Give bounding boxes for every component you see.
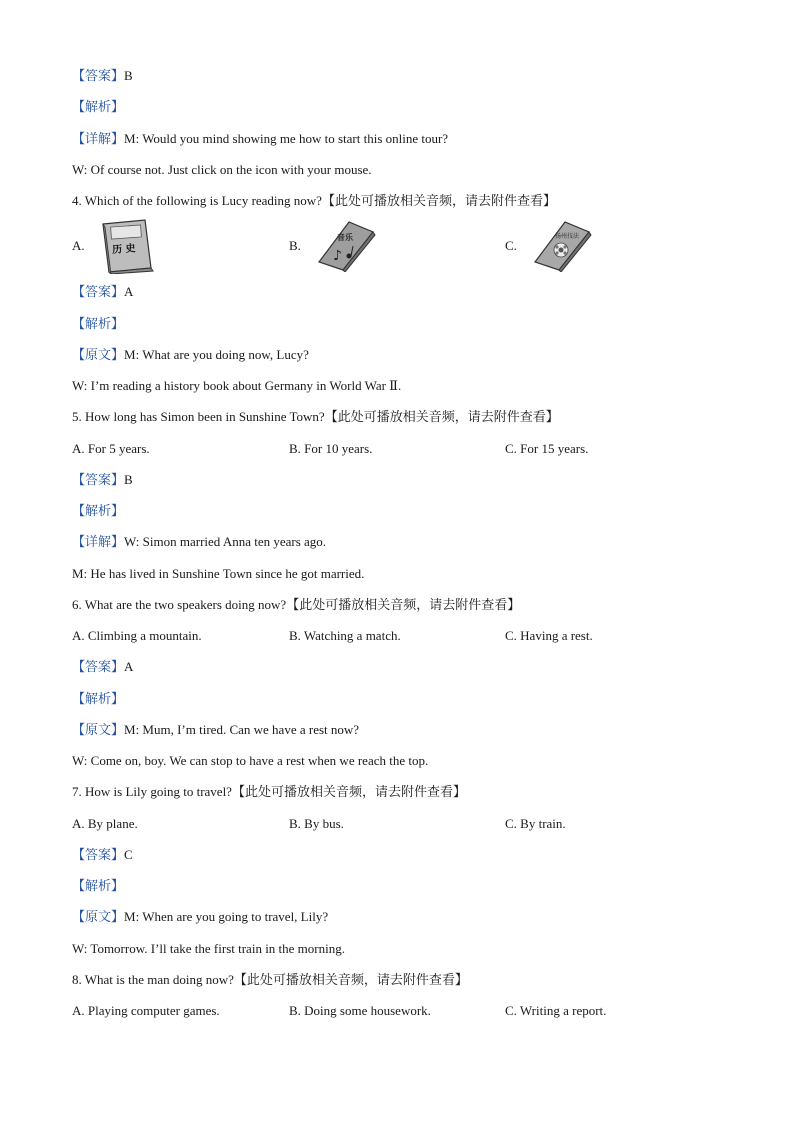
book-label: 音乐 bbox=[336, 233, 353, 243]
options-row bbox=[72, 808, 722, 839]
analysis-heading: 【解析】 bbox=[72, 504, 125, 519]
question-8: 8. What is the man doing now?【此处可播放相关音频，请去附件查看】 bbox=[72, 971, 468, 988]
option-a[interactable]: A. Playing computer games. bbox=[72, 1003, 220, 1018]
answer-line: 【答案】C bbox=[72, 846, 133, 863]
audio-note[interactable]: 【此处可播放相关音频，请去附件查看】 bbox=[324, 410, 559, 426]
option-c[interactable]: C. For 15 years. bbox=[505, 440, 589, 456]
answer-value: B bbox=[124, 471, 133, 487]
transcript-line: 【详解】M: Would you mind showing me how to start this online tour? bbox=[72, 130, 449, 147]
option-b[interactable]: B. Doing some housework. bbox=[289, 1003, 431, 1018]
question-7: 7. How is Lily going to travel?【此处可播放相关音频，请去附件查看】 bbox=[72, 784, 466, 801]
transcript-line: W: Come on, boy. We can stop to have a rest when we reach the top. bbox=[72, 753, 429, 768]
audio-note[interactable]: 【此处可播放相关音频，请去附件查看】 bbox=[233, 972, 468, 988]
transcript-line: 【详解】W: Simon married Anna ten years ago. bbox=[72, 534, 327, 551]
options-row bbox=[72, 620, 722, 651]
audio-note[interactable]: 【此处可播放相关音频，请去附件查看】 bbox=[231, 785, 466, 801]
option-c[interactable]: C. By train. bbox=[505, 815, 566, 831]
question-6: 6. What are the two speakers doing now?【此处可播放相关音频，请去附件查看】 bbox=[72, 596, 521, 613]
craft-book-icon bbox=[531, 220, 593, 272]
answer-line: 【答案】A bbox=[72, 659, 134, 676]
book-label: 历 史 bbox=[111, 243, 136, 257]
options-row bbox=[72, 433, 722, 464]
option-c[interactable]: C. 扬州技法 bbox=[505, 216, 593, 276]
analysis-heading: 【解析】 bbox=[72, 879, 125, 894]
document-page bbox=[72, 60, 722, 1026]
answer-line: 【答案】B bbox=[72, 471, 133, 488]
analysis-heading: 【解析】 bbox=[72, 691, 125, 707]
analysis-heading: 【解析】 bbox=[72, 100, 125, 116]
transcript-line: 【原文】M: Mum, I’m tired. Can we have a rest now? bbox=[72, 721, 360, 738]
answer-value: A bbox=[124, 659, 134, 675]
transcript-line: W: Of course not. Just click on the icon with your mouse. bbox=[72, 161, 372, 177]
option-a[interactable]: A. Climbing a mountain. bbox=[72, 628, 202, 643]
option-b[interactable]: B. For 10 years. bbox=[289, 440, 373, 456]
transcript-line: 【原文】M: What are you doing now, Lucy? bbox=[72, 346, 309, 363]
music-book-icon bbox=[315, 220, 377, 272]
image-options-row bbox=[72, 216, 722, 276]
answer-line: 【答案】B bbox=[72, 68, 133, 84]
option-b[interactable]: B. 音乐 ♪ bbox=[289, 216, 377, 276]
book-label: 扬州技法 bbox=[554, 233, 579, 241]
option-b[interactable]: B. Watching a match. bbox=[289, 628, 401, 643]
question-4: 4. Which of the following is Lucy reading now?【此处可播放相关音频，请去附件查看】 bbox=[72, 193, 556, 209]
option-b[interactable]: B. By bus. bbox=[289, 815, 344, 831]
transcript-line: M: He has lived in Sunshine Town since he got married. bbox=[72, 565, 365, 581]
option-a[interactable]: A. By plane. bbox=[72, 815, 138, 831]
question-5: 5. How long has Simon been in Sunshine Town?【此处可播放相关音频，请去附件查看】 bbox=[72, 409, 559, 426]
option-c[interactable]: C. Writing a report. bbox=[505, 1003, 607, 1018]
option-c[interactable]: C. Having a rest. bbox=[505, 628, 593, 643]
answer-line: 【答案】A bbox=[72, 284, 134, 301]
answer-value: A bbox=[124, 284, 134, 300]
transcript-line: 【原文】M: When are you going to travel, Lily? bbox=[72, 909, 329, 926]
option-a[interactable]: A. For 5 years. bbox=[72, 440, 150, 456]
transcript-line: W: Tomorrow. I’ll take the first train in the morning. bbox=[72, 940, 345, 956]
transcript-line: W: I’m reading a history book about Germany in World War Ⅱ. bbox=[72, 378, 402, 393]
options-row bbox=[72, 995, 722, 1026]
audio-note[interactable]: 【此处可播放相关音频，请去附件查看】 bbox=[321, 194, 556, 209]
answer-value: B bbox=[124, 68, 133, 83]
audio-note[interactable]: 【此处可播放相关音频，请去附件查看】 bbox=[286, 597, 521, 613]
option-a[interactable]: A. 历 史 bbox=[72, 216, 157, 276]
history-book-icon bbox=[99, 218, 157, 274]
analysis-heading: 【解析】 bbox=[72, 316, 125, 332]
svg-text:♪: ♪ bbox=[332, 248, 342, 265]
answer-value: C bbox=[124, 846, 133, 862]
